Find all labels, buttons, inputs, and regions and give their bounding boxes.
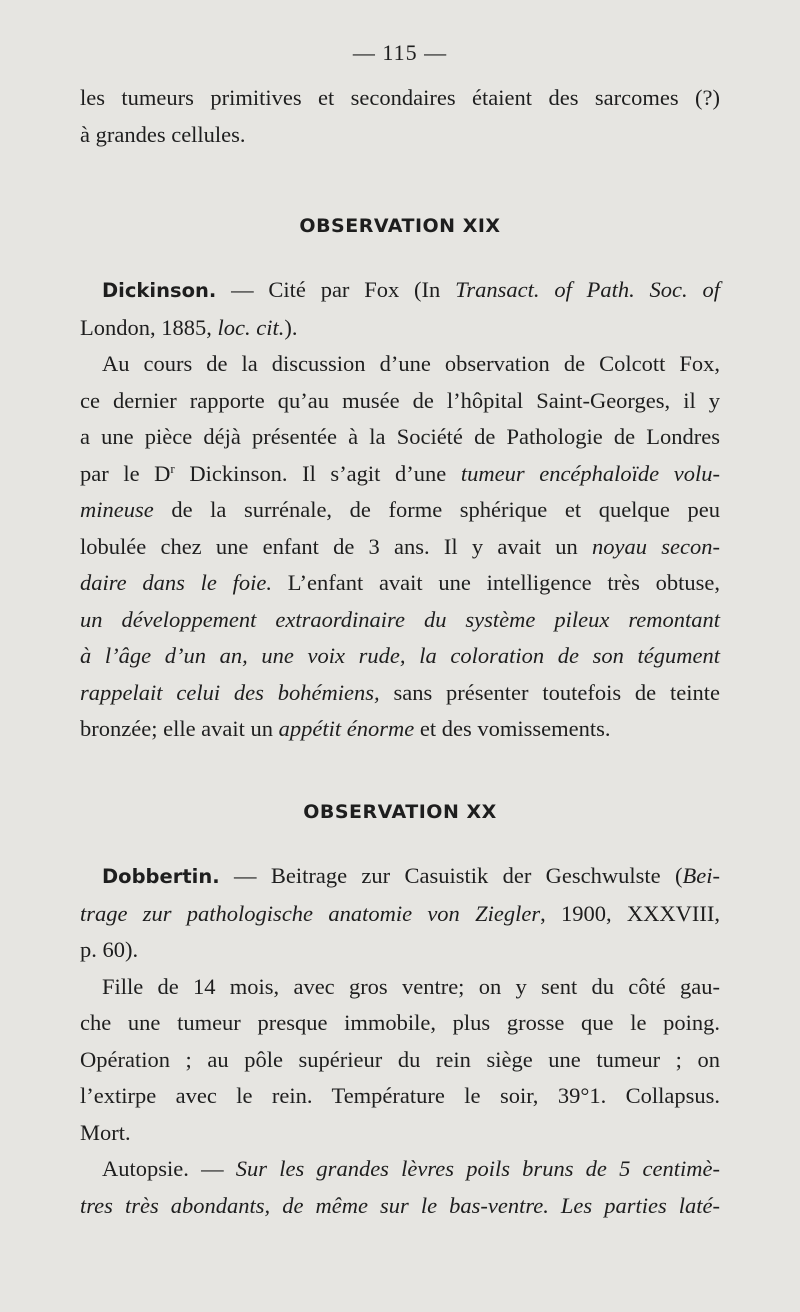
text-line: Mort. [80,1119,131,1145]
reference-line: trage zur pathologische anatomie von Ziegler, 1900, XXXVIII, [80,900,720,926]
reference-line: Dickinson. — Cité par Fox (In Transact. of Path. Soc. of [102,277,720,302]
text-line: tres très abondants, de même sur le bas-ventre. Les parties laté- [80,1192,720,1218]
reference-line: p. 60). [80,937,139,962]
text-line: par le $D^r$ Dickinson. Il s’agit d’une tumeur encéphaloïde volu- [80,460,720,486]
text-line: Fille de 14 mois, avec gros ventre; on y sent du côté gau- [102,973,720,999]
text-line: Au cours de la discussion d’une observation de Colcott Fox, [102,351,720,376]
text-line: ce dernier rapporte qu’au musée de l’hôpital Saint-Georges, il y [80,387,720,413]
author-name: Dobbertin. [102,865,220,888]
observation-20-heading: OBSERVATION XX [303,801,497,823]
text-line: lobulée chez une enfant de 3 ans. Il y avait un noyau secon- [80,533,720,559]
reference-line: London, 1885, loc. cit.). [80,314,298,340]
text-line: à grandes cellules. [80,121,246,147]
text-line: Opération ; au pôle supérieur du rein siège une tumeur ; on [80,1046,720,1072]
author-name: Dickinson. [102,279,217,302]
text-line: daire dans le foie. L’enfant avait une intelligence très obtuse, [80,570,720,595]
text-line: a une pièce déjà présentée à la Société de Pathologie de Londres [80,424,720,449]
text-line: un développement extraordinaire du système pileux remontant [80,606,720,632]
observation-20-body [80,858,720,1224]
text-line: à l’âge d’un an, une voix rude, la coloration de son tégument [80,643,720,668]
text-line: Autopsie. — Sur les grandes lèvres poils bruns de 5 centimè- [102,1156,720,1181]
text-line: l’extirpe avec le rein. Température le soir, 39°1. Collapsus. [80,1083,720,1108]
intro-paragraph [80,80,720,153]
observation-19-heading: OBSERVATION XIX [299,215,501,237]
text-line: rappelait celui des bohémiens, sans présenter toutefois de teinte [80,679,720,705]
text-line: les tumeurs primitives et secondaires étaient des sarcomes (?) [80,85,720,110]
text-line: che une tumeur presque immobile, plus grosse que le poing. [80,1010,720,1035]
page-number: — 115 — [352,40,448,65]
text-line: mineuse de la surrénale, de forme sphérique et quelque peu [80,497,720,522]
reference-line: Dobbertin. — Beitrage zur Casuistik der Geschwulste (Bei- [102,863,720,888]
text-line: bronzée; elle avait un appétit énorme et des vomissements. [80,716,611,741]
observation-19-body [80,272,720,748]
